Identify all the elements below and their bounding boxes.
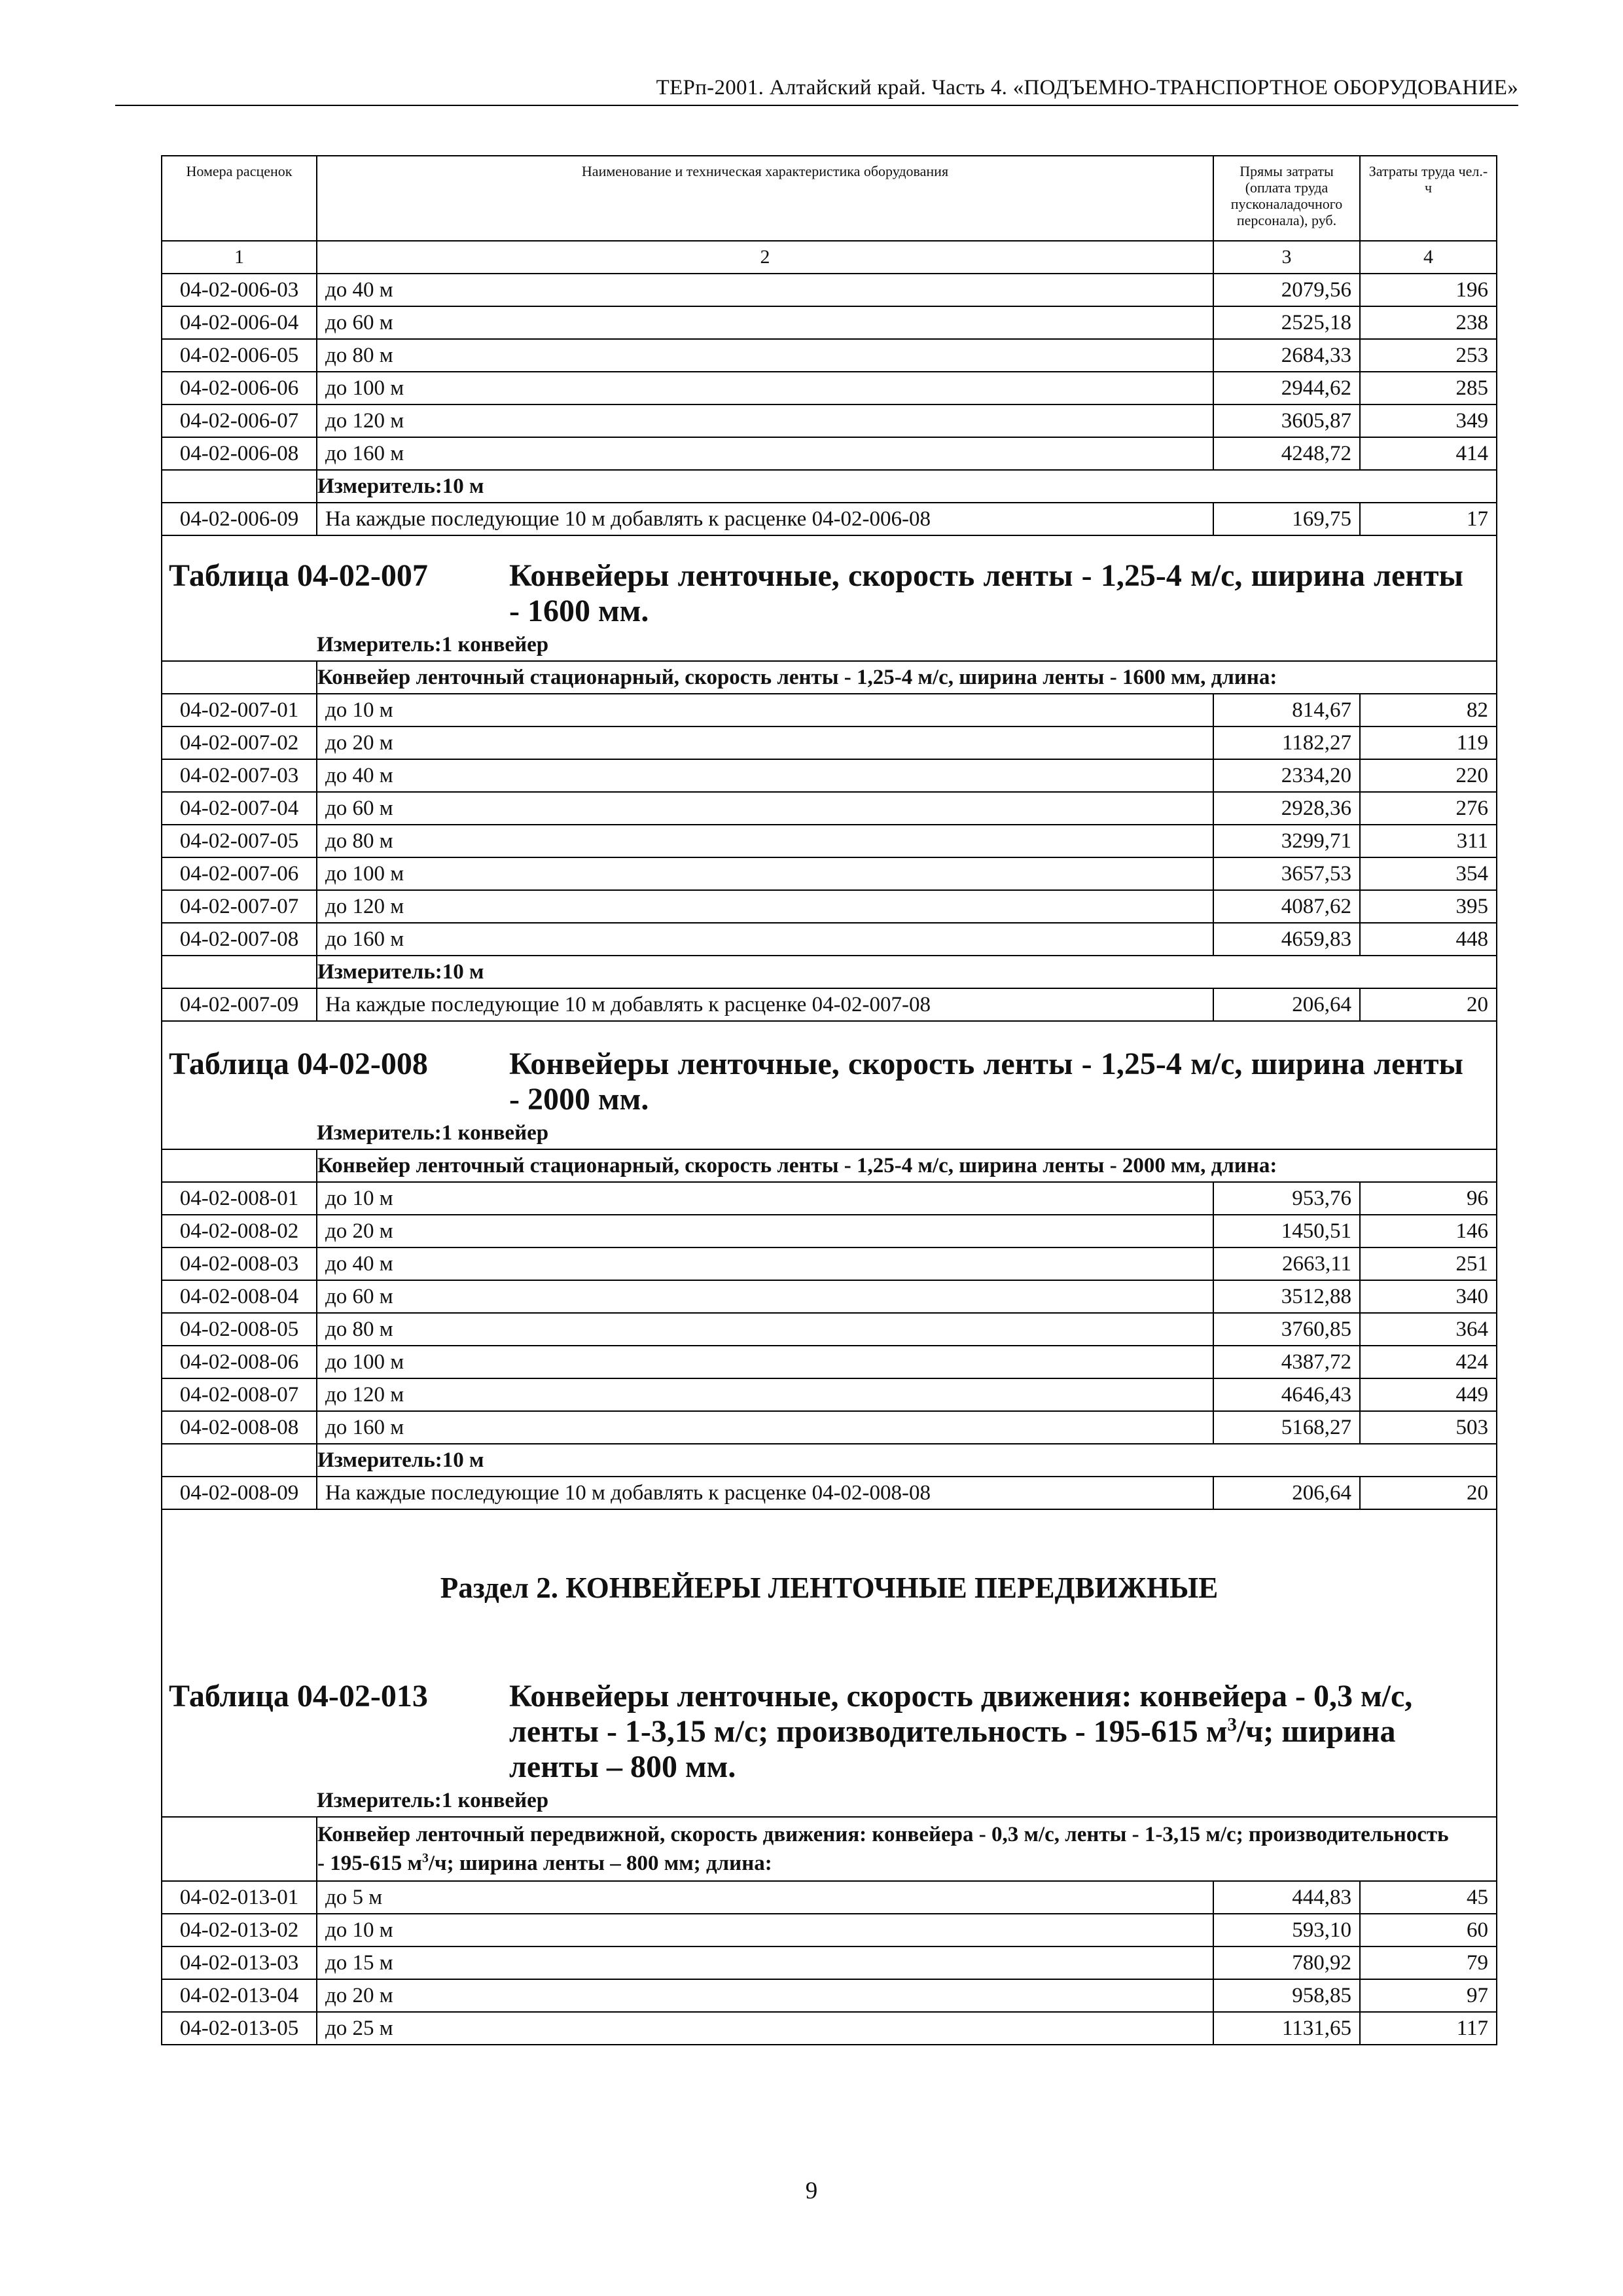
description-row xyxy=(162,1149,1497,1182)
rate-cost: 3605,87 xyxy=(1213,404,1360,437)
rate-name: до 40 м xyxy=(317,274,1213,306)
rate-cost: 958,85 xyxy=(1213,1979,1360,2012)
table-description: Конвейеры ленточные, скорость ленты - 1,25-4 м/с, ширина ленты - 1600 мм. xyxy=(509,558,1463,628)
rate-code: 04-02-007-01 xyxy=(162,694,317,726)
section-heading-row xyxy=(162,1509,1497,1785)
rate-code: 04-02-013-05 xyxy=(162,2012,317,2045)
rate-row xyxy=(162,503,1497,535)
section-title: Раздел 2. КОНВЕЙЕРЫ ЛЕНТОЧНЫЕ ПЕРЕДВИЖНЫЕ xyxy=(440,1571,1219,1604)
rate-cost: 4387,72 xyxy=(1213,1346,1360,1378)
unit-label: Измеритель:1 конвейер xyxy=(317,629,1497,661)
rate-row xyxy=(162,890,1497,923)
rate-cost: 4087,62 xyxy=(1213,890,1360,923)
rate-labor: 196 xyxy=(1360,274,1497,306)
rate-name: до 60 м xyxy=(317,306,1213,339)
price-table xyxy=(161,155,1497,2045)
running-header: ТЕРп-2001. Алтайский край. Часть 4. «ПОДЪЕМНО-ТРАНСПОРТНОЕ ОБОРУДОВАНИЕ» xyxy=(115,71,1518,106)
rate-row xyxy=(162,759,1497,792)
group-description-part: Конвейер ленточный передвижной, скорость движения: конвейера - 0,3 м/с, ленты - 1-3,15 м/с; производительность - 195-615 м xyxy=(317,1823,1449,1875)
rate-labor: 414 xyxy=(1360,437,1497,470)
rate-code: 04-02-008-03 xyxy=(162,1247,317,1280)
rate-cost: 444,83 xyxy=(1213,1881,1360,1914)
rate-name: до 10 м xyxy=(317,694,1213,726)
unit-row xyxy=(162,470,1497,503)
page-number: 9 xyxy=(805,2178,818,2204)
rate-name: до 80 м xyxy=(317,339,1213,372)
table-heading-row xyxy=(162,535,1497,629)
rate-code: 04-02-006-05 xyxy=(162,339,317,372)
rate-name: до 100 м xyxy=(317,1346,1213,1378)
rate-code: 04-02-008-05 xyxy=(162,1313,317,1346)
column-header-codes: Номера расценок xyxy=(162,156,317,241)
rate-code: 04-02-007-03 xyxy=(162,759,317,792)
rate-cost: 1182,27 xyxy=(1213,726,1360,759)
rate-cost: 1450,51 xyxy=(1213,1215,1360,1247)
rate-cost: 3299,71 xyxy=(1213,825,1360,857)
rate-cost: 3512,88 xyxy=(1213,1280,1360,1313)
rate-row xyxy=(162,1881,1497,1914)
rate-row xyxy=(162,404,1497,437)
rate-row xyxy=(162,1182,1497,1215)
rate-code: 04-02-007-07 xyxy=(162,890,317,923)
rate-cost: 2928,36 xyxy=(1213,792,1360,825)
superscript: 3 xyxy=(421,1851,429,1865)
unit-label: Измеритель:10 м xyxy=(317,470,1497,503)
rate-name: На каждые последующие 10 м добавлять к расценке 04-02-007-08 xyxy=(317,988,1213,1021)
rate-cost: 2663,11 xyxy=(1213,1247,1360,1280)
rate-row xyxy=(162,1477,1497,1509)
rate-labor: 238 xyxy=(1360,306,1497,339)
rate-row xyxy=(162,1378,1497,1411)
rate-labor: 253 xyxy=(1360,339,1497,372)
rate-name: На каждые последующие 10 м добавлять к расценке 04-02-006-08 xyxy=(317,503,1213,535)
rate-labor: 349 xyxy=(1360,404,1497,437)
unit-label: Измеритель:10 м xyxy=(317,1444,1497,1477)
group-description xyxy=(317,1817,1497,1881)
unit-label: Измеритель:1 конвейер xyxy=(317,1785,1497,1817)
rate-labor: 276 xyxy=(1360,792,1497,825)
table-description: Конвейеры ленточные, скорость ленты - 1,25-4 м/с, ширина ленты - 2000 мм. xyxy=(509,1047,1463,1117)
table-heading-row xyxy=(162,1021,1497,1117)
rate-row xyxy=(162,1215,1497,1247)
table-description-part: /ч; ширина ленты – 800 мм. xyxy=(509,1714,1396,1784)
rate-code: 04-02-013-03 xyxy=(162,1946,317,1979)
rate-labor: 424 xyxy=(1360,1346,1497,1378)
rate-cost: 4248,72 xyxy=(1213,437,1360,470)
rate-row xyxy=(162,694,1497,726)
rate-name: до 120 м xyxy=(317,1378,1213,1411)
rate-row xyxy=(162,1247,1497,1280)
rate-labor: 20 xyxy=(1360,988,1497,1021)
rate-code: 04-02-008-04 xyxy=(162,1280,317,1313)
superscript: 3 xyxy=(1227,1714,1237,1735)
rate-labor: 96 xyxy=(1360,1182,1497,1215)
rate-cost: 206,64 xyxy=(1213,988,1360,1021)
rate-row xyxy=(162,1914,1497,1946)
rate-cost: 206,64 xyxy=(1213,1477,1360,1509)
rate-labor: 220 xyxy=(1360,759,1497,792)
rate-cost: 2944,62 xyxy=(1213,372,1360,404)
rate-code: 04-02-008-02 xyxy=(162,1215,317,1247)
rate-row xyxy=(162,2012,1497,2045)
rate-labor: 117 xyxy=(1360,2012,1497,2045)
rate-name: до 160 м xyxy=(317,437,1213,470)
rate-name: до 5 м xyxy=(317,1881,1213,1914)
group-description-part: /ч; ширина ленты – 800 мм; длина: xyxy=(428,1852,772,1875)
group-description: Конвейер ленточный стационарный, скорость ленты - 1,25-4 м/с, ширина ленты - 1600 мм, длина: xyxy=(317,661,1497,694)
rate-name: до 100 м xyxy=(317,857,1213,890)
rate-name: до 20 м xyxy=(317,1215,1213,1247)
description-row xyxy=(162,1817,1497,1881)
rate-row xyxy=(162,923,1497,956)
group-description: Конвейер ленточный стационарный, скорость ленты - 1,25-4 м/с, ширина ленты - 2000 мм, длина: xyxy=(317,1149,1497,1182)
rate-labor: 364 xyxy=(1360,1313,1497,1346)
unit-row xyxy=(162,1117,1497,1149)
rate-name: до 120 м xyxy=(317,404,1213,437)
rate-name: до 40 м xyxy=(317,1247,1213,1280)
rate-labor: 79 xyxy=(1360,1946,1497,1979)
rate-name: до 160 м xyxy=(317,923,1213,956)
rate-labor: 395 xyxy=(1360,890,1497,923)
rate-row xyxy=(162,339,1497,372)
rate-name: до 10 м xyxy=(317,1182,1213,1215)
rate-cost: 4659,83 xyxy=(1213,923,1360,956)
rate-name: до 80 м xyxy=(317,825,1213,857)
column-number: 4 xyxy=(1360,241,1497,274)
rate-code: 04-02-008-09 xyxy=(162,1477,317,1509)
table-description xyxy=(509,1679,1496,1785)
column-header-cost: Прямы затраты (оплата труда пусконаладочного персонала), руб. xyxy=(1213,156,1360,241)
column-header-name: Наименование и техническая характеристика оборудования xyxy=(317,156,1213,241)
rate-labor: 45 xyxy=(1360,1881,1497,1914)
rate-labor: 251 xyxy=(1360,1247,1497,1280)
unit-row xyxy=(162,1444,1497,1477)
rate-code: 04-02-006-07 xyxy=(162,404,317,437)
rate-code: 04-02-007-05 xyxy=(162,825,317,857)
rate-labor: 449 xyxy=(1360,1378,1497,1411)
rate-cost: 953,76 xyxy=(1213,1182,1360,1215)
table-title: Таблица 04-02-007 xyxy=(169,558,428,593)
rate-cost: 3657,53 xyxy=(1213,857,1360,890)
description-row xyxy=(162,661,1497,694)
rate-labor: 60 xyxy=(1360,1914,1497,1946)
rate-name: до 120 м xyxy=(317,890,1213,923)
rate-name: до 25 м xyxy=(317,2012,1213,2045)
rate-name: На каждые последующие 10 м добавлять к расценке 04-02-008-08 xyxy=(317,1477,1213,1509)
rate-row xyxy=(162,1979,1497,2012)
column-header-row xyxy=(162,156,1497,241)
table-title: Таблица 04-02-013 xyxy=(169,1679,428,1713)
rate-labor: 311 xyxy=(1360,825,1497,857)
table-title: Таблица 04-02-008 xyxy=(169,1047,428,1081)
rate-code: 04-02-008-01 xyxy=(162,1182,317,1215)
rate-labor: 340 xyxy=(1360,1280,1497,1313)
rate-code: 04-02-006-08 xyxy=(162,437,317,470)
rate-labor: 97 xyxy=(1360,1979,1497,2012)
rate-cost: 1131,65 xyxy=(1213,2012,1360,2045)
rate-labor: 119 xyxy=(1360,726,1497,759)
rate-code: 04-02-006-04 xyxy=(162,306,317,339)
rate-row xyxy=(162,792,1497,825)
rate-code: 04-02-007-06 xyxy=(162,857,317,890)
rate-cost: 2525,18 xyxy=(1213,306,1360,339)
rate-labor: 20 xyxy=(1360,1477,1497,1509)
column-number: 3 xyxy=(1213,241,1360,274)
rate-code: 04-02-008-07 xyxy=(162,1378,317,1411)
rate-row xyxy=(162,306,1497,339)
rate-cost: 2079,56 xyxy=(1213,274,1360,306)
unit-row xyxy=(162,1785,1497,1817)
unit-row xyxy=(162,956,1497,988)
rate-labor: 146 xyxy=(1360,1215,1497,1247)
rate-cost: 169,75 xyxy=(1213,503,1360,535)
rate-cost: 814,67 xyxy=(1213,694,1360,726)
rate-code: 04-02-006-03 xyxy=(162,274,317,306)
rate-name: до 20 м xyxy=(317,726,1213,759)
unit-row xyxy=(162,629,1497,661)
rate-name: до 10 м xyxy=(317,1914,1213,1946)
rate-code: 04-02-006-09 xyxy=(162,503,317,535)
column-number: 1 xyxy=(162,241,317,274)
table-description-part: Конвейеры ленточные, скорость движения: конвейера - 0,3 м/с, ленты - 1-3,15 м/с; производительность - 195-615 м xyxy=(509,1679,1413,1749)
rate-cost: 4646,43 xyxy=(1213,1378,1360,1411)
rate-code: 04-02-007-02 xyxy=(162,726,317,759)
rate-cost: 5168,27 xyxy=(1213,1411,1360,1444)
rate-labor: 354 xyxy=(1360,857,1497,890)
rate-labor: 503 xyxy=(1360,1411,1497,1444)
rate-name: до 15 м xyxy=(317,1946,1213,1979)
column-number-row xyxy=(162,241,1497,274)
rate-cost: 2334,20 xyxy=(1213,759,1360,792)
rate-code: 04-02-008-08 xyxy=(162,1411,317,1444)
rate-name: до 160 м xyxy=(317,1411,1213,1444)
rate-name: до 40 м xyxy=(317,759,1213,792)
rate-labor: 82 xyxy=(1360,694,1497,726)
rate-labor: 448 xyxy=(1360,923,1497,956)
rate-row xyxy=(162,1411,1497,1444)
rate-name: до 80 м xyxy=(317,1313,1213,1346)
rate-cost: 2684,33 xyxy=(1213,339,1360,372)
rate-row xyxy=(162,726,1497,759)
rate-row xyxy=(162,988,1497,1021)
rate-row xyxy=(162,825,1497,857)
rate-code: 04-02-008-06 xyxy=(162,1346,317,1378)
rate-name: до 20 м xyxy=(317,1979,1213,2012)
column-number: 2 xyxy=(317,241,1213,274)
rate-row xyxy=(162,1946,1497,1979)
rate-name: до 60 м xyxy=(317,1280,1213,1313)
rate-row xyxy=(162,274,1497,306)
rate-code: 04-02-007-08 xyxy=(162,923,317,956)
unit-label: Измеритель:1 конвейер xyxy=(317,1117,1497,1149)
rate-name: до 100 м xyxy=(317,372,1213,404)
rate-code: 04-02-006-06 xyxy=(162,372,317,404)
rate-row xyxy=(162,372,1497,404)
rate-labor: 17 xyxy=(1360,503,1497,535)
rate-code: 04-02-007-09 xyxy=(162,988,317,1021)
rate-row xyxy=(162,1280,1497,1313)
rate-cost: 780,92 xyxy=(1213,1946,1360,1979)
unit-label: Измеритель:10 м xyxy=(317,956,1497,988)
rate-cost: 3760,85 xyxy=(1213,1313,1360,1346)
rate-row xyxy=(162,857,1497,890)
rate-code: 04-02-013-04 xyxy=(162,1979,317,2012)
rate-labor: 285 xyxy=(1360,372,1497,404)
rate-row xyxy=(162,1346,1497,1378)
rate-code: 04-02-013-01 xyxy=(162,1881,317,1914)
rate-cost: 593,10 xyxy=(1213,1914,1360,1946)
rate-code: 04-02-013-02 xyxy=(162,1914,317,1946)
column-header-labor: Затраты труда чел.-ч xyxy=(1360,156,1497,241)
rate-row xyxy=(162,1313,1497,1346)
rate-code: 04-02-007-04 xyxy=(162,792,317,825)
rate-name: до 60 м xyxy=(317,792,1213,825)
rate-row xyxy=(162,437,1497,470)
